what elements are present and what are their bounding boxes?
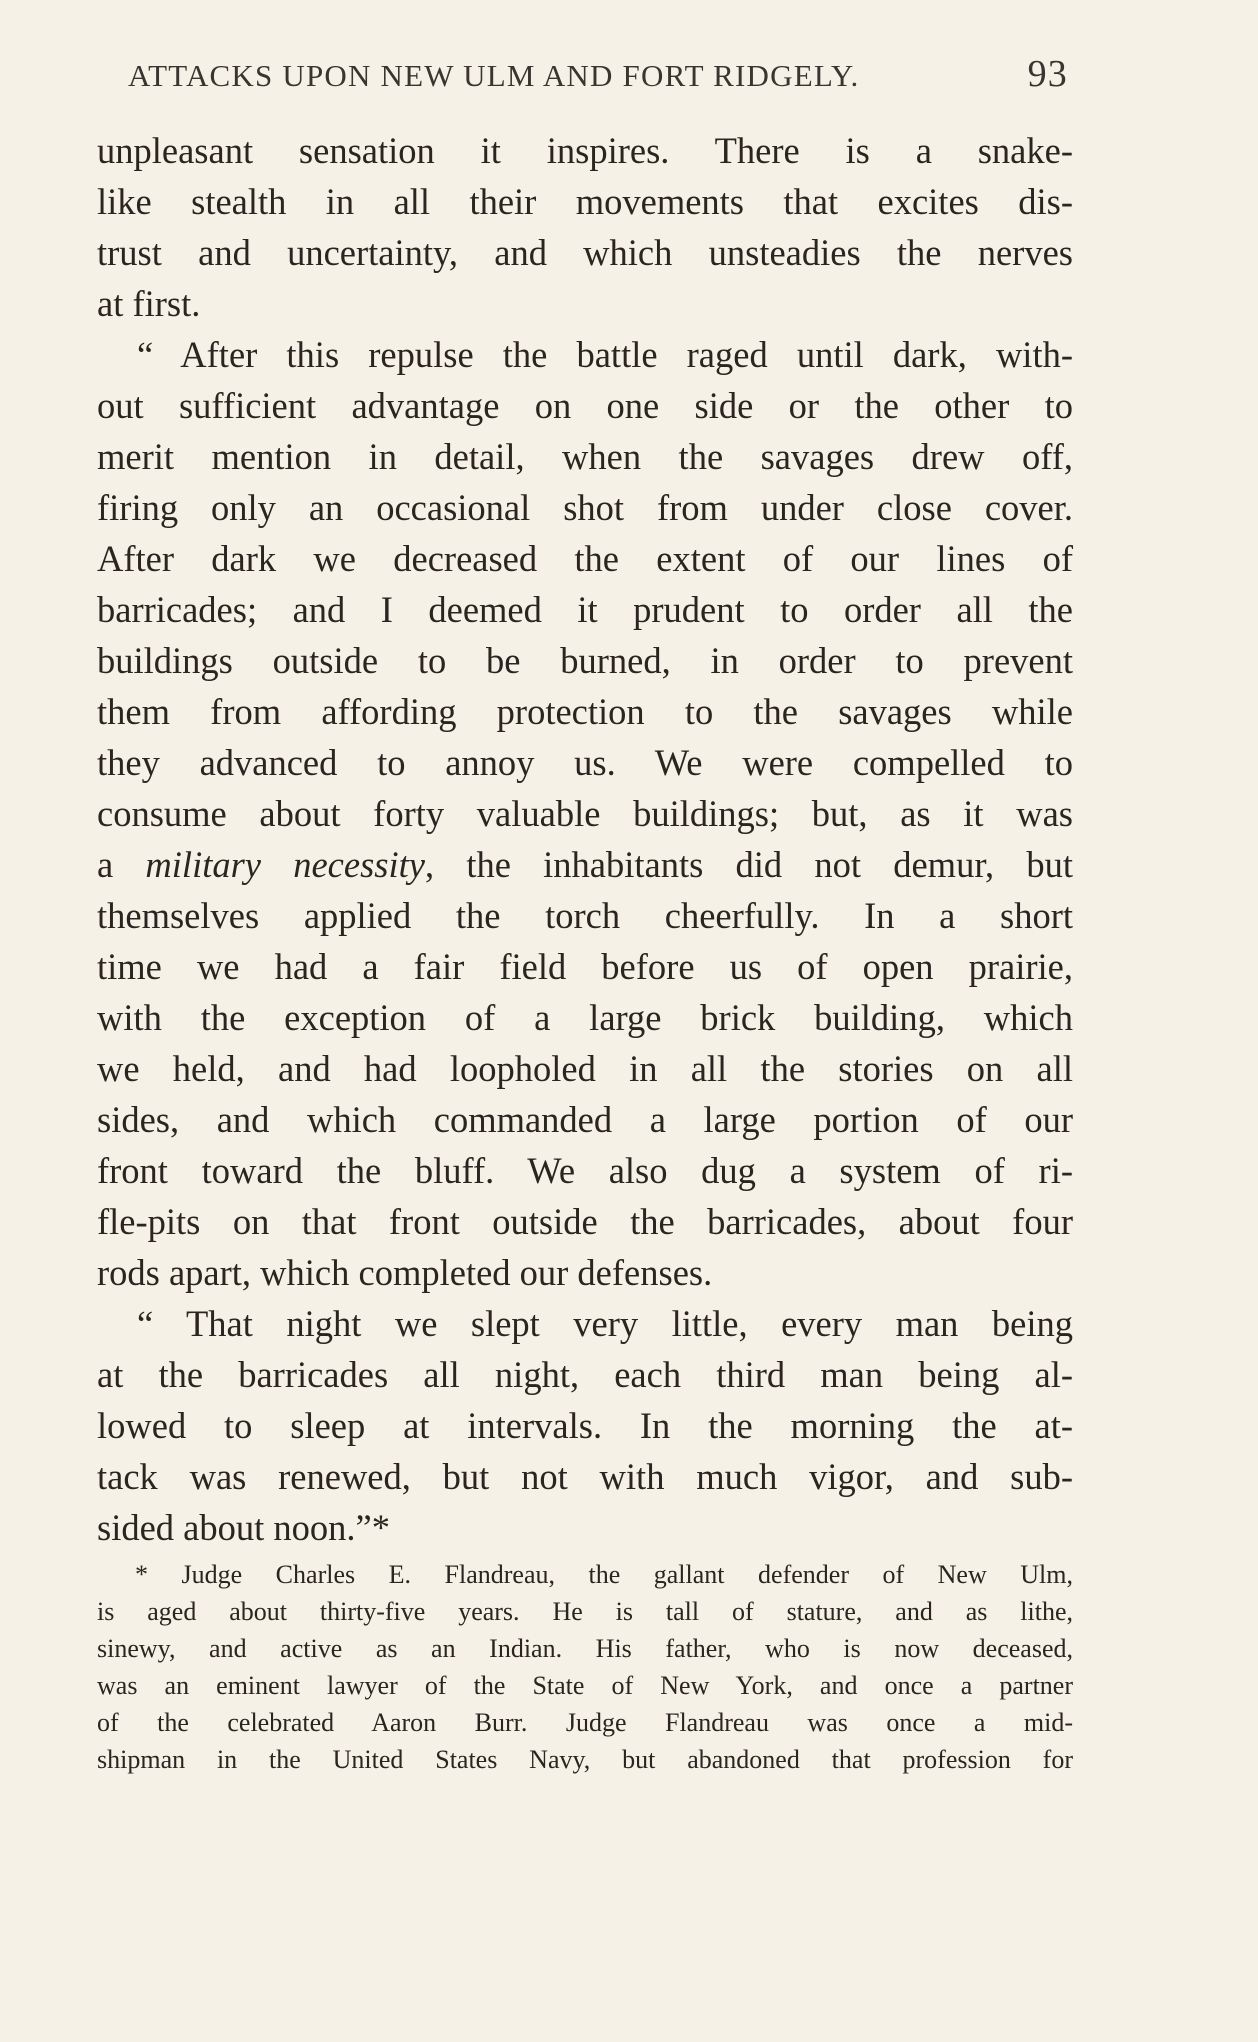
- footnote-line: shipman in the United States Navy, but abandoned that profession for: [97, 1745, 1073, 1774]
- text-line: at first.: [97, 283, 201, 324]
- text-line: “ That night we slept very little, every man being: [137, 1303, 1073, 1344]
- text-line: like stealth in all their movements that excites dis-: [97, 181, 1073, 222]
- text-line: them from affording protection to the savages while: [97, 691, 1073, 732]
- text-line: barricades; and I deemed it prudent to order all the: [97, 589, 1073, 630]
- text-segment: , the inhabitants did not demur, but: [424, 844, 1073, 885]
- text-line: themselves applied the torch cheerfully. In a short: [97, 895, 1073, 936]
- footnote-line: * Judge Charles E. Flandreau, the gallant defender of New Ulm,: [135, 1560, 1073, 1589]
- running-header: [128, 52, 1068, 102]
- text-line: sided about noon.”*: [97, 1507, 390, 1548]
- text-line: front toward the bluff. We also dug a system of ri-: [97, 1150, 1073, 1191]
- text-line: merit mention in detail, when the savages drew off,: [97, 436, 1073, 477]
- text-line: they advanced to annoy us. We were compelled to: [97, 742, 1073, 783]
- italic-phrase: military necessity: [145, 844, 425, 885]
- text-line: tack was renewed, but not with much vigor, and sub-: [97, 1456, 1073, 1497]
- body-text: [97, 125, 1073, 1553]
- text-line: out sufficient advantage on one side or the other to: [97, 385, 1073, 426]
- text-line: rods apart, which completed our defenses.: [97, 1252, 713, 1293]
- footnote: [97, 1556, 1073, 1778]
- footnote-line: was an eminent lawyer of the State of New York, and once a partner: [97, 1671, 1073, 1700]
- text-line: consume about forty valuable buildings; but, as it was: [97, 793, 1073, 834]
- text-line: trust and uncertainty, and which unsteadies the nerves: [97, 232, 1073, 273]
- text-line: lowed to sleep at intervals. In the morning the at-: [97, 1405, 1073, 1446]
- page-number: 93: [1027, 53, 1068, 95]
- text-line: we held, and had loopholed in all the stories on all: [97, 1048, 1073, 1089]
- text-line: buildings outside to be burned, in order to prevent: [97, 640, 1073, 681]
- running-title: ATTACKS UPON NEW ULM AND FORT RIDGELY.: [128, 58, 860, 93]
- text-line: with the exception of a large brick building, which: [97, 997, 1073, 1038]
- text-line: at the barricades all night, each third man being al-: [97, 1354, 1073, 1395]
- text-line: [97, 839, 1073, 890]
- footnote-line: sinewy, and active as an Indian. His father, who is now deceased,: [97, 1634, 1073, 1663]
- text-line: After dark we decreased the extent of our lines of: [97, 538, 1073, 579]
- footnote-line: is aged about thirty-five years. He is tall of stature, and as lithe,: [97, 1597, 1073, 1626]
- footnote-line: of the celebrated Aaron Burr. Judge Flandreau was once a mid-: [97, 1708, 1073, 1737]
- text-segment: a: [97, 844, 146, 885]
- text-line: “ After this repulse the battle raged until dark, with-: [137, 334, 1073, 375]
- text-line: time we had a fair field before us of open prairie,: [97, 946, 1073, 987]
- text-line: unpleasant sensation it inspires. There is a snake-: [97, 130, 1073, 171]
- text-line: firing only an occasional shot from under close cover.: [97, 487, 1073, 528]
- text-line: fle-pits on that front outside the barricades, about four: [97, 1201, 1073, 1242]
- text-line: sides, and which commanded a large portion of our: [97, 1099, 1073, 1140]
